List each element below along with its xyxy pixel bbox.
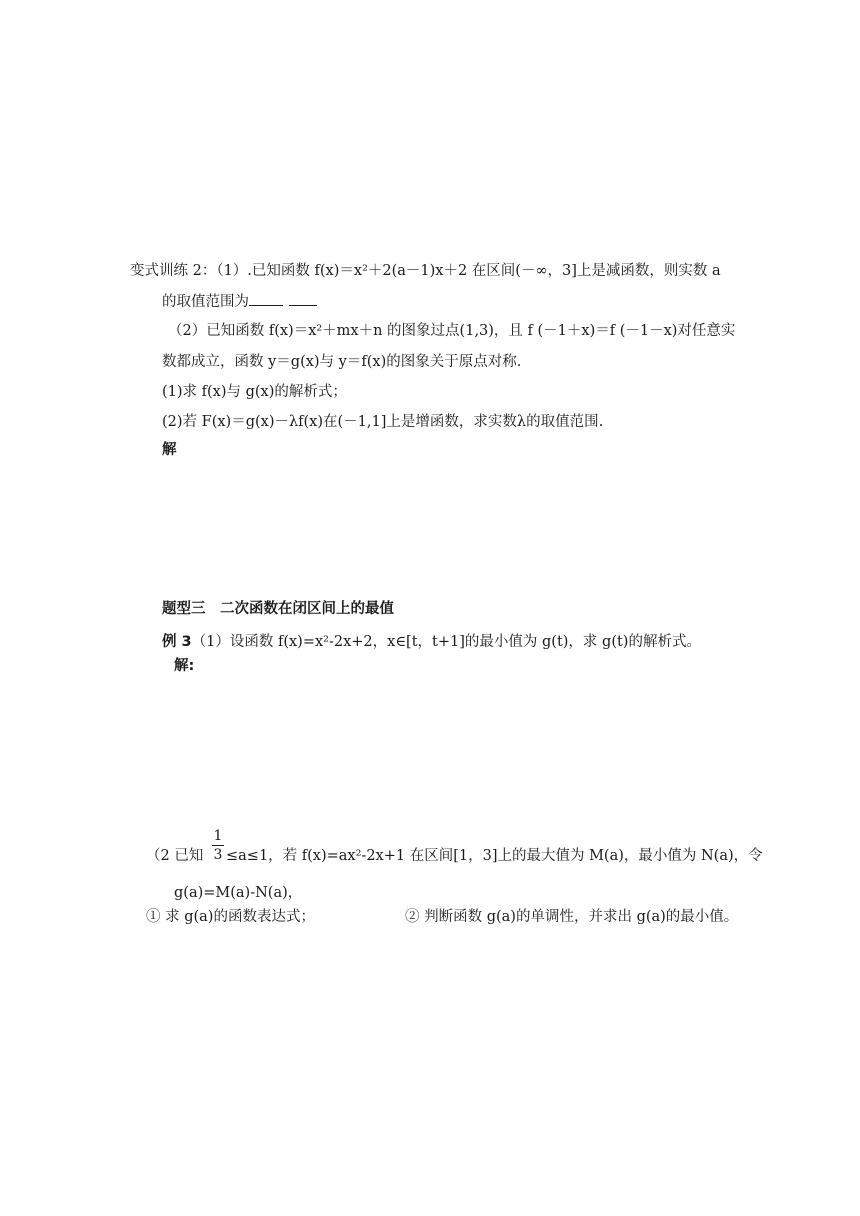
ex2-part2-line1: （2）已知函数 f(x)＝x²＋mx＋n 的图象过点(1,3)，且 f (－1＋x)＝f (－1－x)对任意实 bbox=[168, 323, 736, 339]
example3-part2-prefix: （2 已知 bbox=[146, 848, 204, 864]
ex2-question1: (1)求 f(x)与 g(x)的解析式； bbox=[162, 384, 347, 400]
ex2-line2 bbox=[162, 291, 317, 312]
example3-solve-label: 解: bbox=[174, 658, 195, 674]
sub-question-2: ② 判断函数 g(a)的单调性，并求出 g(a)的最小值。 bbox=[405, 909, 739, 925]
fraction-denominator: 3 bbox=[213, 847, 223, 863]
ex2-line1: 变式训练 2：（1）.已知函数 f(x)＝x²＋2(a－1)x＋2 在区间(－∞，3]上是减函数，则实数 a bbox=[130, 263, 721, 279]
ex2-line2-text: 的取值范围为 bbox=[162, 294, 249, 310]
fraction-one-third bbox=[211, 828, 225, 863]
example3-part2-rest: ≤a≤1，若 f(x)=ax²-2x+1 在区间[1，3]上的最大值为 M(a)，最小值为 N(a)，令 bbox=[226, 848, 763, 864]
example3-label: 例 3 bbox=[162, 634, 192, 650]
example3-part2-line2: g(a)=M(a)-N(a)， bbox=[174, 885, 303, 901]
ex2-solve-label: 解 bbox=[162, 442, 177, 458]
example3-line bbox=[162, 632, 701, 652]
fraction-numerator: 1 bbox=[213, 828, 223, 844]
answer-blank[interactable] bbox=[249, 291, 283, 306]
example3-text: （1）设函数 f(x)=x²-2x+2，x∈[t，t+1]的最小值为 g(t)，求 g(t)的解析式。 bbox=[191, 634, 701, 650]
section-heading: 题型三 二次函数在闭区间上的最值 bbox=[162, 601, 394, 617]
answer-blank-2[interactable] bbox=[289, 291, 317, 306]
sub-question-1: ① 求 g(a)的函数表达式； bbox=[146, 909, 315, 925]
ex2-part2-line2: 数都成立，函数 y＝g(x)与 y＝f(x)的图象关于原点对称. bbox=[162, 354, 522, 370]
ex2-question2: (2)若 F(x)＝g(x)－λf(x)在(－1,1]上是增函数，求实数λ的取值范围. bbox=[162, 414, 604, 430]
